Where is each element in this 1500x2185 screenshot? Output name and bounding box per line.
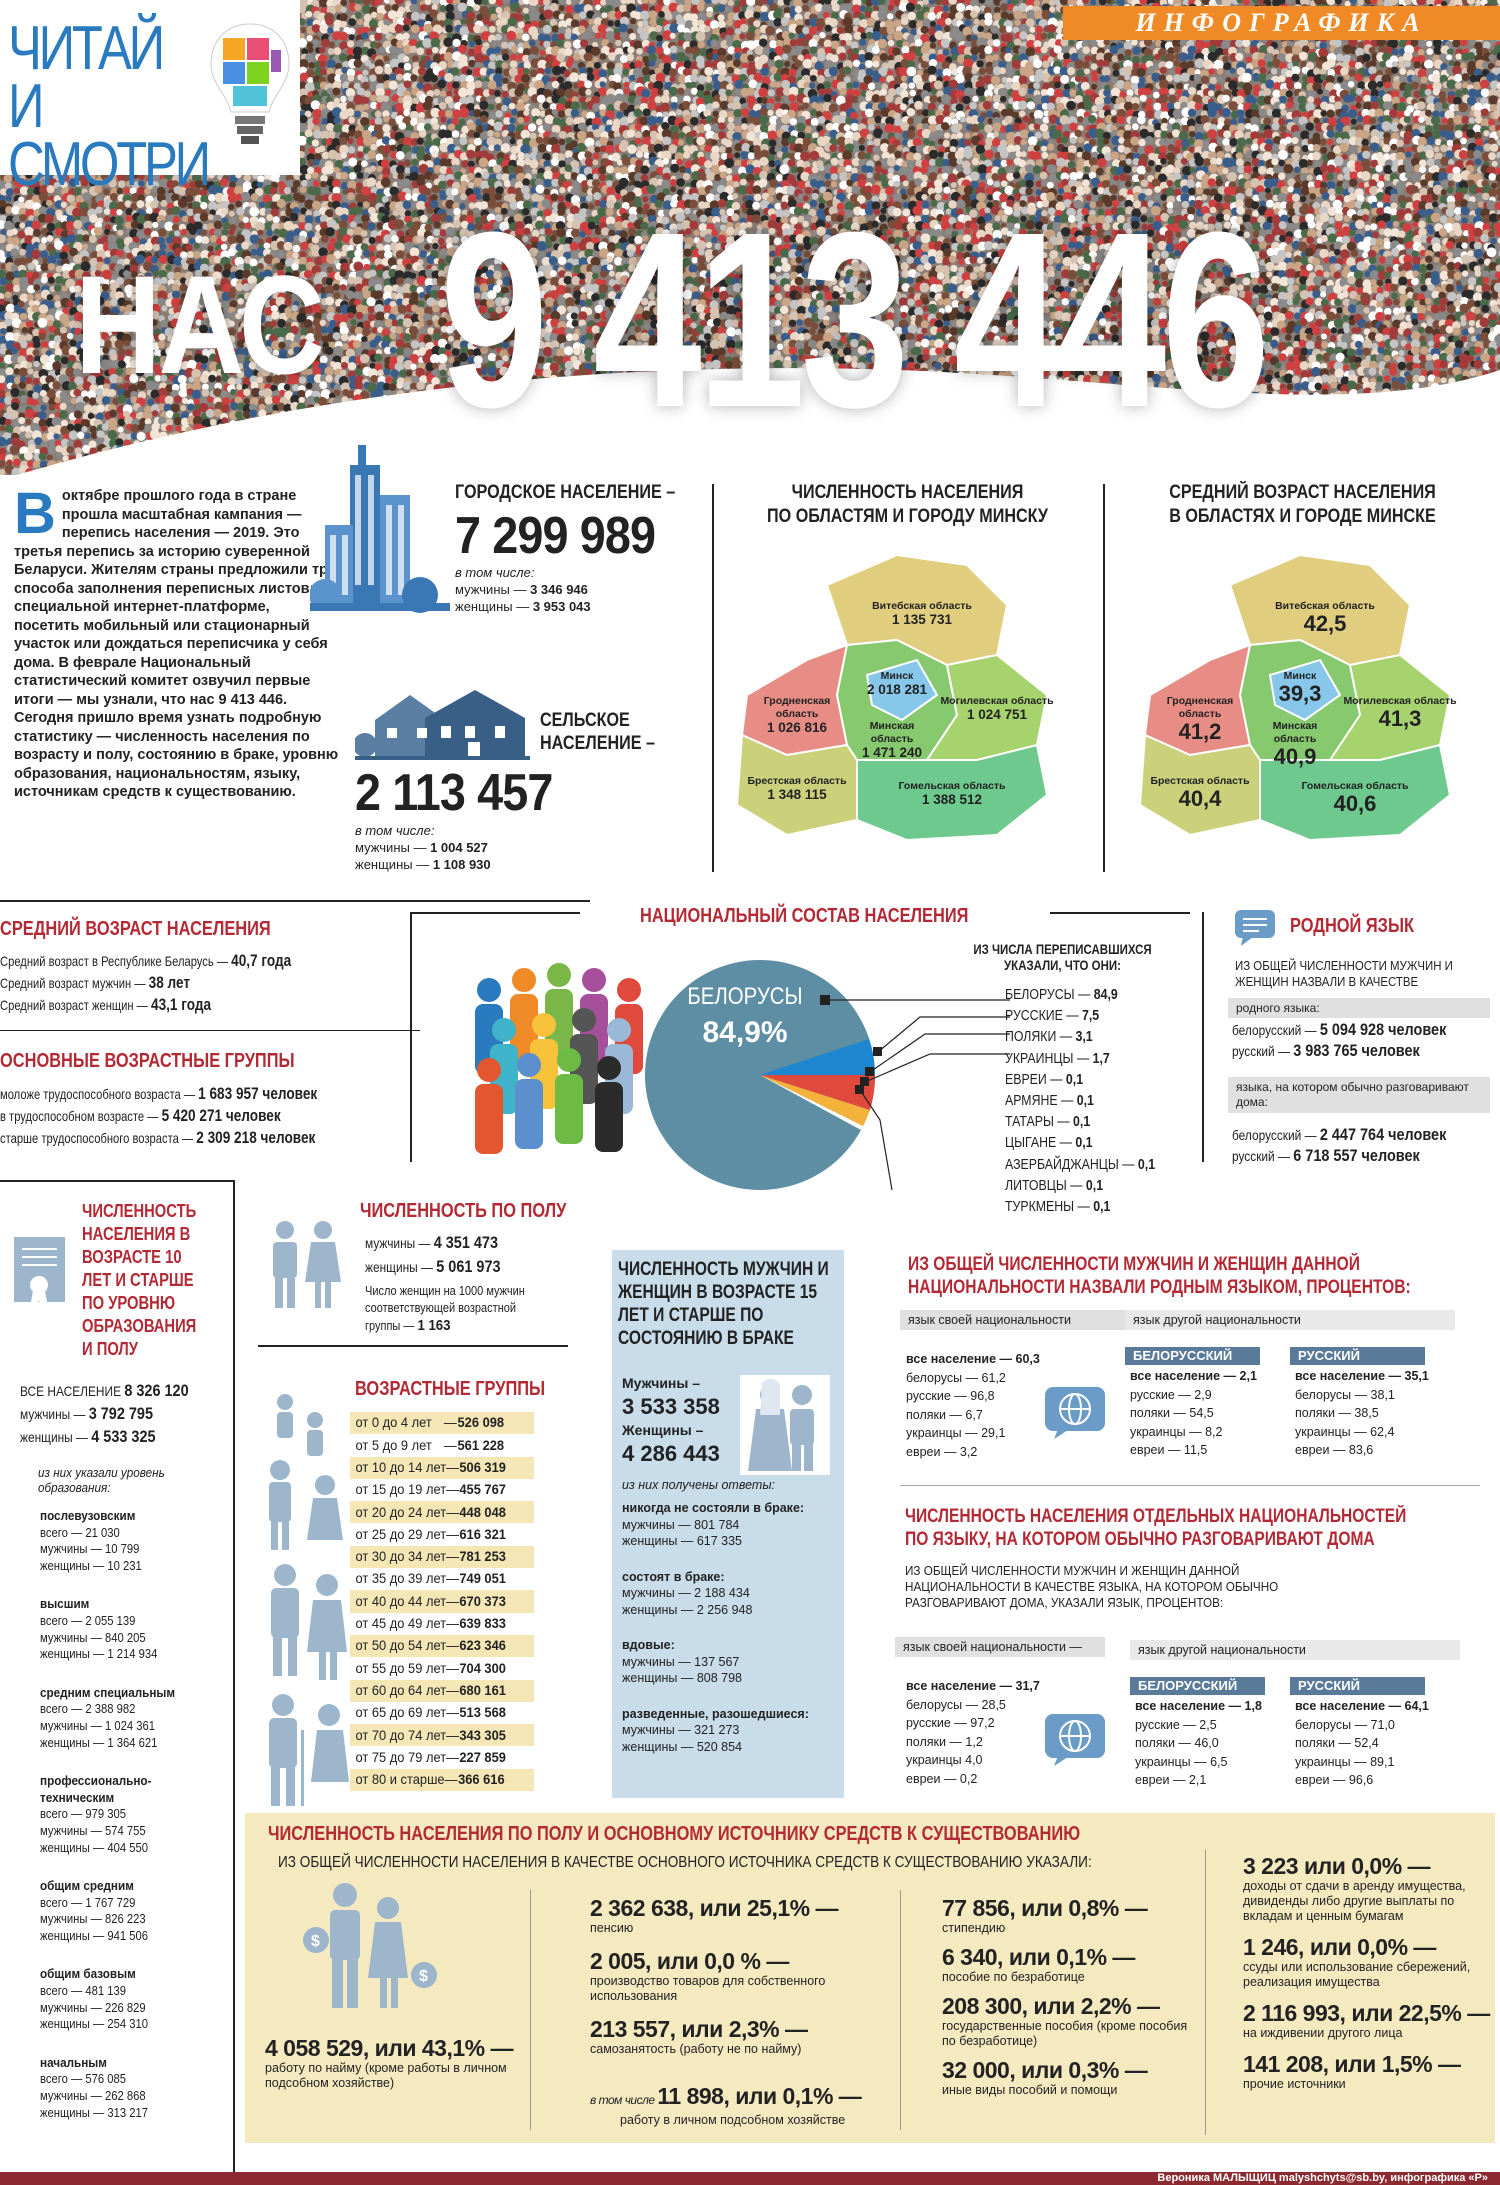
avg-age-row: Средний возраст женщин — 43,1 года	[0, 995, 212, 1014]
age-group-row: от 5 до 9 лет — 561 228	[355, 1436, 505, 1453]
avg-age-title: СРЕДНИЙ ВОЗРАСТ НАСЕЛЕНИЯ	[0, 918, 271, 940]
intro-text	[14, 481, 339, 802]
region-name: Брестская область	[1150, 775, 1250, 787]
income-source: 32 000, или 0,3% — иные виды пособий и помощи	[942, 2057, 1148, 2097]
footer-credit: Вероника МАЛЫЩИЦ malyshchyts@sb.by, инфографика «Р»	[0, 2172, 1500, 2185]
income-col-1	[590, 1895, 880, 2069]
lang-percent-item: поляки — 1,2	[906, 1734, 983, 1749]
divider	[410, 912, 412, 1162]
pie-value: 84,9%	[702, 1016, 788, 1049]
region-name: Могилевская область	[940, 695, 1054, 707]
lang-own-head-own: язык своей национальности	[900, 1310, 1125, 1330]
region-label-grodno	[1160, 695, 1240, 743]
marriage-women-label: Женщины –	[622, 1422, 704, 1438]
education-level: профессионально-техническим всего — 979 305 мужчины — 574 755 женщины — 404 550	[40, 1773, 152, 1855]
lang-percent-item: поляки — 52,4	[1295, 1736, 1379, 1750]
lang-percent-item: евреи — 2,1	[1135, 1773, 1207, 1787]
nationality-title: НАЦИОНАЛЬНЫЙ СОСТАВ НАСЕЛЕНИЯ	[640, 905, 969, 927]
region-label-minsk-obl	[1255, 720, 1335, 768]
income-source: 213 557, или 2,3% — самозанятость (работу не по найму)	[590, 2016, 808, 2056]
nationality-item: ПОЛЯКИ — 3,1	[1005, 1029, 1093, 1046]
nationality-item: АРМЯНЕ — 0,1	[1005, 1093, 1094, 1110]
lang-percent-item: русские — 2,9	[1130, 1387, 1212, 1402]
region-value: 42,5	[1303, 611, 1347, 636]
education-title: ЧИСЛЕННОСТЬ НАСЕЛЕНИЯ В ВОЗРАСТЕ 10 ЛЕТ И СТАРШЕ ПО УРОВНЮ ОБРАЗОВАНИЯ И ПОЛУ	[82, 1201, 197, 1359]
age-progression-people-illustration	[255, 1390, 355, 1810]
lang-home-rus-list	[1295, 1697, 1429, 1790]
nationality-item: ЦЫГАНЕ — 0,1	[1005, 1135, 1093, 1152]
divider	[900, 1485, 1480, 1486]
divider	[900, 1890, 901, 2130]
lang-home-rus-head: РУССКИЙ	[1290, 1677, 1425, 1695]
age-group-row: от 50 до 54 лет — 623 346	[350, 1635, 534, 1657]
income-source: 6 340, или 0,1% — пособие по безработице	[942, 1944, 1135, 1984]
income-source: 2 116 993, или 22,5% — на иждивении другого лица	[1243, 2000, 1490, 2040]
region-name: Могилевская область	[1343, 695, 1457, 707]
lang-percent-item: белорусы — 28,5	[906, 1697, 1006, 1712]
region-label-brest	[732, 775, 862, 801]
lang-percent-item: поляки — 46,0	[1135, 1736, 1219, 1750]
urban-men: мужчины — 3 346 946	[455, 582, 588, 597]
population-map	[727, 545, 1067, 865]
lang-own-own-list	[906, 1350, 1040, 1461]
income-source: 141 208, или 1,5% — прочие источники	[1243, 2051, 1461, 2091]
divider	[258, 1345, 568, 1347]
lightbulb-icon	[205, 20, 295, 150]
marriage-group: никогда не состояли в браке: мужчины — 801 784 женщины — 617 335	[622, 1501, 805, 1548]
lang-percent-item: все население — 60,3	[906, 1352, 1040, 1366]
lang-own-bel-head: БЕЛОРУССКИЙ	[1125, 1347, 1260, 1365]
nationality-sub: ИЗ ЧИСЛА ПЕРЕПИСАВШИХСЯ УКАЗАЛИ, ЧТО ОНИ:	[973, 942, 1152, 973]
marriage-men-label: Мужчины –	[622, 1375, 701, 1391]
lang-percent-item: украинцы — 62,4	[1295, 1424, 1395, 1439]
globe-chat-icon	[1040, 1712, 1110, 1767]
avg-age-list	[0, 950, 364, 1016]
age-group-row: от 0 до 4 лет — 526 098	[350, 1412, 534, 1434]
lang-home-head-own: язык своей национальности —	[895, 1637, 1105, 1657]
intro-paragraph: октябре прошлого года в стране прошла масштабная кампания — перепись населения — 2019. Это третья перепись за историю суверенной Беларуси. Жителям страны предложили три способа заполнения переписных листов: на специальной интернет-платформе, посетить мобильный или стационарный участок или дождаться переписчика у себя дома. В феврале Национальный статистический комитет озвучил первые итоги — мы узнали, что нас 9 413 446. Сегодня пришло время узнать подробную статистику — численность населения по возрасту и полу, состоянию в браке, уровню образования, национальностям, языку, источникам средств к существованию.	[14, 488, 339, 800]
region-name: Минск	[1283, 670, 1317, 682]
city-buildings-icon	[310, 445, 450, 625]
education-level: высшим всего — 2 055 139 мужчины — 840 205 женщины — 1 214 934	[40, 1596, 158, 1662]
divider	[0, 1030, 420, 1031]
man-woman-icon	[265, 1220, 345, 1310]
marriage-groups	[622, 1500, 837, 1774]
lang-home-bel-head: БЕЛОРУССКИЙ	[1130, 1677, 1265, 1695]
avg-age-row: Средний возраст в Республике Беларусь — 40,7 года	[0, 951, 292, 970]
marriage-group: состоят в браке: мужчины — 2 188 434 женщины — 2 256 948	[622, 1569, 753, 1617]
lang-own-head-other: язык другой национальности	[1125, 1310, 1455, 1330]
lang-percent-item: все население — 35,1	[1295, 1369, 1429, 1383]
map-pop-title-2: ПО ОБЛАСТЯМ И ГОРОДУ МИНСКУ	[767, 506, 1048, 527]
diploma-icon	[12, 1235, 67, 1310]
urban-incl: в том числе:	[455, 565, 535, 580]
region-name: Гродненская область	[1166, 695, 1234, 720]
age-group-row: от 10 до 14 лет — 506 319	[350, 1457, 534, 1479]
region-label-vitebsk	[1260, 600, 1390, 635]
income-source: 77 856, или 0,8% — стипендию	[942, 1895, 1148, 1935]
home-lang-head: языка, на котором обычно разговаривают дома:	[1228, 1077, 1490, 1113]
region-value: 1 388 512	[921, 792, 983, 807]
education-level: общим базовым всего — 481 139 мужчины — 226 829 женщины — 254 310	[40, 1966, 149, 2032]
rural-incl: в том числе:	[355, 823, 435, 838]
rural-men: мужчины — 1 004 527	[355, 840, 488, 855]
divider	[0, 900, 590, 902]
lang-home-intro: ИЗ ОБЩЕЙ ЧИСЛЕННОСТИ МУЖЧИН И ЖЕНЩИН ДАННОЙ НАЦИОНАЛЬНОСТИ В КАЧЕСТВЕ ЯЗЫКА, НА КОТОРОМ ОБЫЧНО РАЗГОВАРИВАЮТ ДОМА, УКАЗАЛИ ЯЗЫК, ПРОЦЕНТОВ:	[905, 1563, 1279, 1610]
lang-own-rus-head: РУССКИЙ	[1290, 1347, 1425, 1365]
globe-chat-icon	[1040, 1385, 1110, 1440]
home-bel: белорусский — 2 447 764 человек	[1232, 1125, 1447, 1144]
nationality-item: УКРАИНЦЫ — 1,7	[1005, 1050, 1110, 1067]
nationality-item: РУССКИЕ — 7,5	[1005, 1008, 1100, 1025]
divider	[712, 484, 714, 872]
region-label-mogilev	[1335, 695, 1465, 730]
income-source: 208 300, или 2,2% — государственные пособия (кроме пособия по безработице)	[942, 1993, 1188, 2048]
lang-percent-item: русские — 97,2	[906, 1716, 995, 1730]
age-group-row: от 60 до 64 лет — 680 161	[350, 1680, 534, 1702]
age-group-main-row: старше трудоспособного возраста — 2 309 218 человек	[0, 1128, 316, 1147]
education-level: средним специальным всего — 2 388 982 мужчины — 1 024 361 женщины — 1 364 621	[40, 1684, 176, 1750]
lang-percent-item: украинцы — 29,1	[906, 1426, 1006, 1440]
lang-percent-item: украинцы — 6,5	[1135, 1754, 1228, 1769]
region-value: 1 135 731	[891, 612, 953, 627]
lang-percent-item: украинцы — 8,2	[1130, 1424, 1223, 1439]
region-name: Гомельская область	[1301, 780, 1409, 792]
by-sex-men: мужчины — 4 351 473	[365, 1233, 499, 1252]
region-name: Минская область	[1272, 720, 1318, 745]
region-value: 1 348 115	[767, 787, 827, 802]
region-label-mogilev	[932, 695, 1062, 721]
lang-percent-item: украинцы 4,0	[906, 1753, 983, 1767]
education-women: женщины — 4 533 325	[20, 1427, 156, 1446]
lang-percent-item: белорусы — 38,1	[1295, 1387, 1395, 1402]
education-levels	[40, 1508, 230, 2143]
income-title: ЧИСЛЕННОСТЬ НАСЕЛЕНИЯ ПО ПОЛУ И ОСНОВНОМУ ИСТОЧНИКУ СРЕДСТВ К СУЩЕСТВОВАНИЮ	[268, 1823, 1081, 1845]
intro-drop-cap: В	[14, 481, 56, 546]
divider	[1205, 1850, 1206, 2135]
region-value: 39,3	[1278, 681, 1322, 706]
native-lang-intro: ИЗ ОБЩЕЙ ЧИСЛЕННОСТИ МУЖЧИН И ЖЕНЩИН НАЗВАЛИ В КАЧЕСТВЕ	[1235, 958, 1453, 989]
lang-percent-item: русские — 2,5	[1135, 1717, 1217, 1732]
lang-percent-item: украинцы — 89,1	[1295, 1754, 1395, 1769]
village-house-icon	[355, 690, 530, 760]
region-value: 1 471 240	[861, 745, 923, 760]
headline-word: НАС	[75, 246, 323, 403]
divider	[1050, 912, 1190, 914]
lang-percent-item: все население — 31,7	[906, 1679, 1040, 1693]
lang-percent-item: все население — 1,8	[1135, 1699, 1262, 1713]
education-total: ВСЕ НАСЕЛЕНИЕ 8 326 120	[20, 1381, 189, 1400]
age-groups-main-title: ОСНОВНЫЕ ВОЗРАСТНЫЕ ГРУППЫ	[0, 1050, 295, 1072]
region-label-gomel	[1290, 780, 1420, 815]
lang-percent-item: поляки — 6,7	[906, 1407, 983, 1422]
nationality-list	[1005, 985, 1182, 1218]
divider	[530, 1890, 531, 2130]
region-value: 41,3	[1378, 706, 1422, 731]
lang-percent-item: евреи — 3,2	[906, 1444, 978, 1459]
logo-line-2: И СМОТРИ	[8, 72, 208, 199]
region-value: 40,6	[1333, 791, 1377, 816]
income-source: 2 005, или 0,0 % — производство товаров для собственного использования	[590, 1948, 826, 2003]
income-work: 4 058 529, или 43,1% — работу по найму (кроме работы в личном подсобном хозяйстве)	[265, 2035, 513, 2090]
income-intro: ИЗ ОБЩЕЙ ЧИСЛЕННОСТИ НАСЕЛЕНИЯ В КАЧЕСТВЕ ОСНОВНОГО ИСТОЧНИКА СРЕДСТВ К СУЩЕСТВОВАНИЮ УКАЗАЛИ:	[278, 1854, 1092, 1871]
lang-percent-item: евреи — 0,2	[906, 1771, 978, 1786]
region-label-vitebsk	[857, 600, 987, 626]
native-rus: русский — 3 983 765 человек	[1232, 1041, 1420, 1060]
pie-label: БЕЛОРУСЫ	[687, 983, 803, 1010]
pie-leader-lines	[820, 990, 1010, 1210]
rural-title-1: СЕЛЬСКОЕ	[540, 710, 630, 731]
region-value: 1 026 816	[766, 720, 828, 735]
headline-number: 9 413 446	[440, 180, 1266, 459]
nationality-item: ТАТАРЫ — 0,1	[1005, 1114, 1091, 1131]
speech-bubble-icon	[1235, 910, 1275, 946]
education-level: послевузовским всего — 21 030 мужчины — 10 799 женщины — 10 231	[40, 1508, 142, 1573]
region-label-gomel	[887, 780, 1017, 806]
marriage-group: вдовые: мужчины — 137 567 женщины — 808 798	[622, 1638, 743, 1685]
region-name: Витебская область	[1275, 600, 1375, 612]
rural-women: женщины — 1 108 930	[355, 857, 491, 872]
lang-percent-item: все население — 64,1	[1295, 1699, 1429, 1713]
lang-home-own-list	[906, 1677, 1040, 1788]
region-name: Минск	[880, 670, 914, 682]
age-group-main-row: в трудоспособном возрасте — 5 420 271 человек	[0, 1106, 281, 1125]
lang-percent-item: евреи — 96,6	[1295, 1773, 1374, 1787]
map-age-title-1: СРЕДНИЙ ВОЗРАСТ НАСЕЛЕНИЯ	[1169, 482, 1436, 503]
age-groups-main-list	[0, 1083, 397, 1149]
age-map	[1130, 545, 1470, 865]
logo	[0, 0, 300, 199]
region-name: Минская область	[869, 720, 915, 745]
lang-home-bel-list	[1135, 1697, 1262, 1790]
marriage-group: разведенные, разошедшиеся: мужчины — 321 273 женщины — 520 854	[622, 1706, 809, 1754]
infographic-badge: ИНФОГРАФИКА	[1063, 6, 1500, 40]
divider	[1202, 912, 1204, 1162]
marriage-women: 4 286 443	[622, 1441, 720, 1466]
region-name: Брестская область	[747, 775, 847, 787]
age-group-row: от 80 и старше — 366 616	[350, 1769, 534, 1791]
lang-own-rus-list	[1295, 1367, 1429, 1460]
age-group-row: от 55 до 59 лет — 704 300	[355, 1659, 506, 1676]
map-pop-title-1: ЧИСЛЕННОСТЬ НАСЕЛЕНИЯ	[791, 482, 1024, 503]
urban-women: женщины — 3 953 043	[455, 599, 591, 614]
marriage-title: ЧИСЛЕННОСТЬ МУЖЧИН И ЖЕНЩИН В ВОЗРАСТЕ 15 ЛЕТ И СТАРШЕ ПО СОСТОЯНИЮ В БРАКЕ	[618, 1259, 829, 1349]
region-label-brest	[1135, 775, 1265, 810]
age-group-row: от 25 до 29 лет — 616 321	[355, 1525, 506, 1542]
age-groups-title: ВОЗРАСТНЫЕ ГРУППЫ	[355, 1378, 546, 1400]
avg-age-row: Средний возраст мужчин — 38 лет	[0, 973, 191, 992]
nationality-item: ТУРКМЕНЫ — 0,1	[1005, 1199, 1111, 1216]
lang-percent-item: все население — 2,1	[1130, 1369, 1257, 1383]
lang-own-bel-list	[1130, 1367, 1257, 1460]
nationality-item: ЛИТОВЦЫ — 0,1	[1005, 1177, 1104, 1194]
age-group-row: от 65 до 69 лет — 513 568	[355, 1704, 506, 1721]
home-rus: русский — 6 718 557 человек	[1232, 1146, 1420, 1165]
region-name: Гомельская область	[898, 780, 1006, 792]
region-name: Гродненская область	[763, 695, 831, 720]
income-col-2	[942, 1895, 1202, 2106]
income-source: 2 362 638, или 25,1% — пенсию	[590, 1895, 838, 1935]
lang-percent-item: евреи — 11,5	[1130, 1443, 1208, 1457]
lang-percent-item: поляки — 54,5	[1130, 1406, 1214, 1420]
region-value: 40,4	[1178, 786, 1222, 811]
divider	[1103, 484, 1105, 872]
income-source: 1 246, или 0,0% — ссуды или использование сбережений, реализация имущества	[1243, 1934, 1471, 1989]
region-value: 40,9	[1273, 744, 1317, 769]
education-men: мужчины — 3 792 795	[20, 1404, 154, 1423]
region-value: 2 018 281	[866, 682, 928, 697]
age-group-row: от 70 до 74 лет — 343 305	[350, 1724, 534, 1746]
income-col-3	[1243, 1853, 1488, 2102]
age-group-row: от 75 до 79 лет — 227 859	[355, 1748, 506, 1765]
age-group-row: от 30 до 34 лет — 781 253	[350, 1546, 534, 1568]
region-label-minsk-obl	[852, 720, 932, 759]
lang-percent-item: евреи — 83,6	[1295, 1443, 1374, 1457]
income-source: 3 223 или 0,0% — доходы от сдачи в аренду имущества, дивиденды либо другие выплаты по вкладам и ценным бумагам	[1243, 1853, 1466, 1923]
nationality-item: БЕЛОРУСЫ — 84,9	[1005, 987, 1118, 1003]
logo-line-1: ЧИТАЙ	[8, 14, 162, 83]
rural-value: 2 113 457	[355, 764, 553, 822]
region-label-minsk	[832, 670, 962, 696]
region-value: 1 024 751	[966, 707, 1028, 722]
age-group-main-row: моложе трудоспособного возраста — 1 683 957 человек	[0, 1084, 318, 1103]
native-lang-title: РОДНОЙ ЯЗЫК	[1290, 915, 1415, 937]
region-value: 41,2	[1178, 719, 1222, 744]
age-groups-table	[350, 1412, 534, 1791]
urban-title: ГОРОДСКОЕ НАСЕЛЕНИЕ –	[455, 482, 676, 503]
wedding-couple-icon	[740, 1375, 830, 1475]
nationality-item: АЗЕРБАЙДЖАНЦЫ — 0,1	[1005, 1156, 1156, 1173]
age-group-row: от 15 до 19 лет — 455 767	[355, 1481, 506, 1498]
divider	[410, 912, 580, 914]
native-lang-head: родного языка:	[1228, 998, 1490, 1018]
income-c1-last: в том числе 11 898, или 0,1% — работу в личном подсобном хозяйстве	[590, 2083, 862, 2127]
age-group-row: от 20 до 24 лет — 448 048	[350, 1501, 534, 1523]
lang-own-title: ИЗ ОБЩЕЙ ЧИСЛЕННОСТИ МУЖЧИН И ЖЕНЩИН ДАННОЙ НАЦИОНАЛЬНОСТИ НАЗВАЛИ РОДНЫМ ЯЗЫКОМ, ПРОЦЕНТОВ:	[908, 1254, 1411, 1298]
urban-value: 7 299 989	[455, 507, 656, 565]
lang-home-title: ЧИСЛЕННОСТЬ НАСЕЛЕНИЯ ОТДЕЛЬНЫХ НАЦИОНАЛЬНОСТЕЙ ПО ЯЗЫКУ, НА КОТОРОМ ОБЫЧНО РАЗГОВАРИВАЮТ ДОМА	[905, 1506, 1407, 1550]
marriage-men: 3 533 358	[622, 1394, 720, 1419]
family-money-illustration	[300, 1880, 440, 2010]
age-group-row: от 35 до 39 лет — 749 051	[355, 1570, 506, 1587]
lang-percent-item: белорусы — 61,2	[906, 1370, 1006, 1385]
lang-percent-item: русские — 96,8	[906, 1389, 995, 1403]
lang-percent-item: поляки — 38,5	[1295, 1406, 1379, 1420]
by-sex-note: Число женщин на 1000 мужчин соответствующей возрастной группы — 1 163	[365, 1284, 525, 1334]
education-level: общим средним всего — 1 767 729 мужчины — 826 223 женщины — 941 506	[40, 1878, 149, 1943]
native-bel: белорусский — 5 094 928 человек	[1232, 1020, 1447, 1039]
lang-home-head-other: язык другой национальности	[1130, 1640, 1460, 1660]
map-age-title-2: В ОБЛАСТЯХ И ГОРОДЕ МИНСКЕ	[1169, 506, 1436, 527]
by-sex-title: ЧИСЛЕННОСТЬ ПО ПОЛУ	[360, 1200, 567, 1222]
region-name: Витебская область	[872, 600, 972, 612]
age-group-row: от 45 до 49 лет — 639 833	[355, 1615, 506, 1632]
education-note: из них указали уровень образования:	[38, 1465, 165, 1495]
age-group-row: от 40 до 44 лет — 670 373	[350, 1590, 534, 1612]
region-label-grodno	[757, 695, 837, 734]
marriage-note: из них получены ответы:	[622, 1478, 775, 1492]
education-level: начальным всего — 576 085 мужчины — 262 868 женщины — 313 217	[40, 2054, 149, 2120]
lang-percent-item: белорусы — 71,0	[1295, 1717, 1395, 1732]
by-sex-women: женщины — 5 061 973	[365, 1257, 501, 1276]
rural-title-2: НАСЕЛЕНИЕ –	[540, 733, 655, 754]
nationality-item: ЕВРЕИ — 0,1	[1005, 1071, 1084, 1088]
